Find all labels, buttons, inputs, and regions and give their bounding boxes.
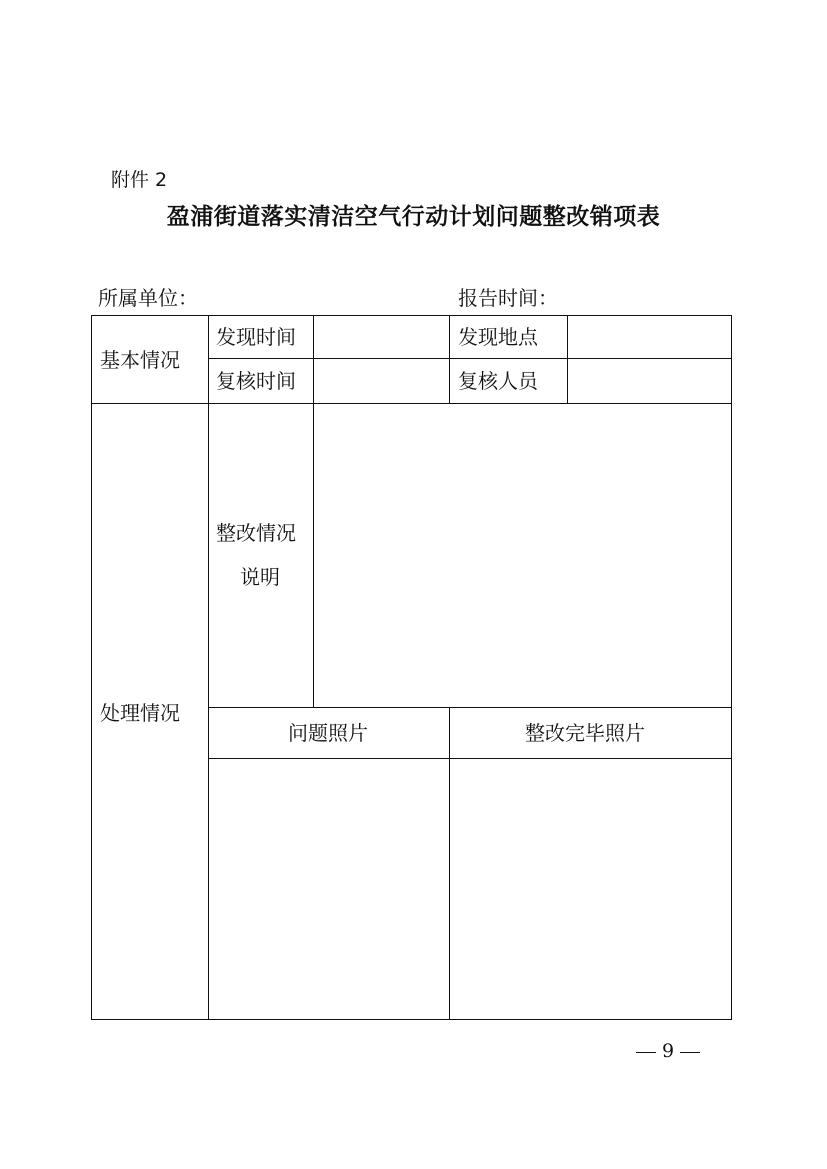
table-col-divider: [313, 315, 314, 403]
table-row-divider: [208, 707, 732, 708]
table-border-top: [91, 315, 732, 316]
table-col-divider: [208, 315, 209, 1020]
table-col-divider: [449, 707, 450, 1019]
table-row-divider: [91, 403, 732, 404]
unit-label: 所属单位：: [98, 286, 198, 310]
rectify-desc-label: 说明: [240, 565, 280, 589]
table-border-bottom: [91, 1019, 732, 1020]
found-time-label: 发现时间: [216, 325, 296, 349]
table-row-divider: [208, 358, 732, 359]
footer-dash: [636, 1052, 656, 1053]
reviewer-label: 复核人员: [458, 369, 538, 393]
found-place-label: 发现地点: [458, 325, 538, 349]
table-border-left: [91, 315, 92, 1020]
table-col-divider: [567, 315, 568, 403]
review-time-label: 复核时间: [216, 369, 296, 393]
page-number: 9: [662, 1040, 675, 1062]
attachment-label: 附件 2: [111, 169, 168, 191]
footer-dash: [680, 1052, 700, 1053]
table-col-divider: [449, 315, 450, 403]
report-time-label: 报告时间：: [458, 286, 558, 310]
table-col-divider: [313, 403, 314, 707]
table-row-divider: [208, 758, 732, 759]
basic-info-label: 基本情况: [100, 348, 180, 372]
document-title: 盈浦街道落实清洁空气行动计划问题整改销项表: [166, 203, 661, 230]
rectify-desc-label: 整改情况: [216, 521, 296, 545]
page-footer: [630, 1040, 706, 1062]
table-border-right: [731, 315, 732, 1020]
handling-label: 处理情况: [100, 701, 180, 725]
rectified-photo-label: 整改完毕照片: [525, 721, 645, 745]
problem-photo-label: 问题照片: [288, 721, 368, 745]
